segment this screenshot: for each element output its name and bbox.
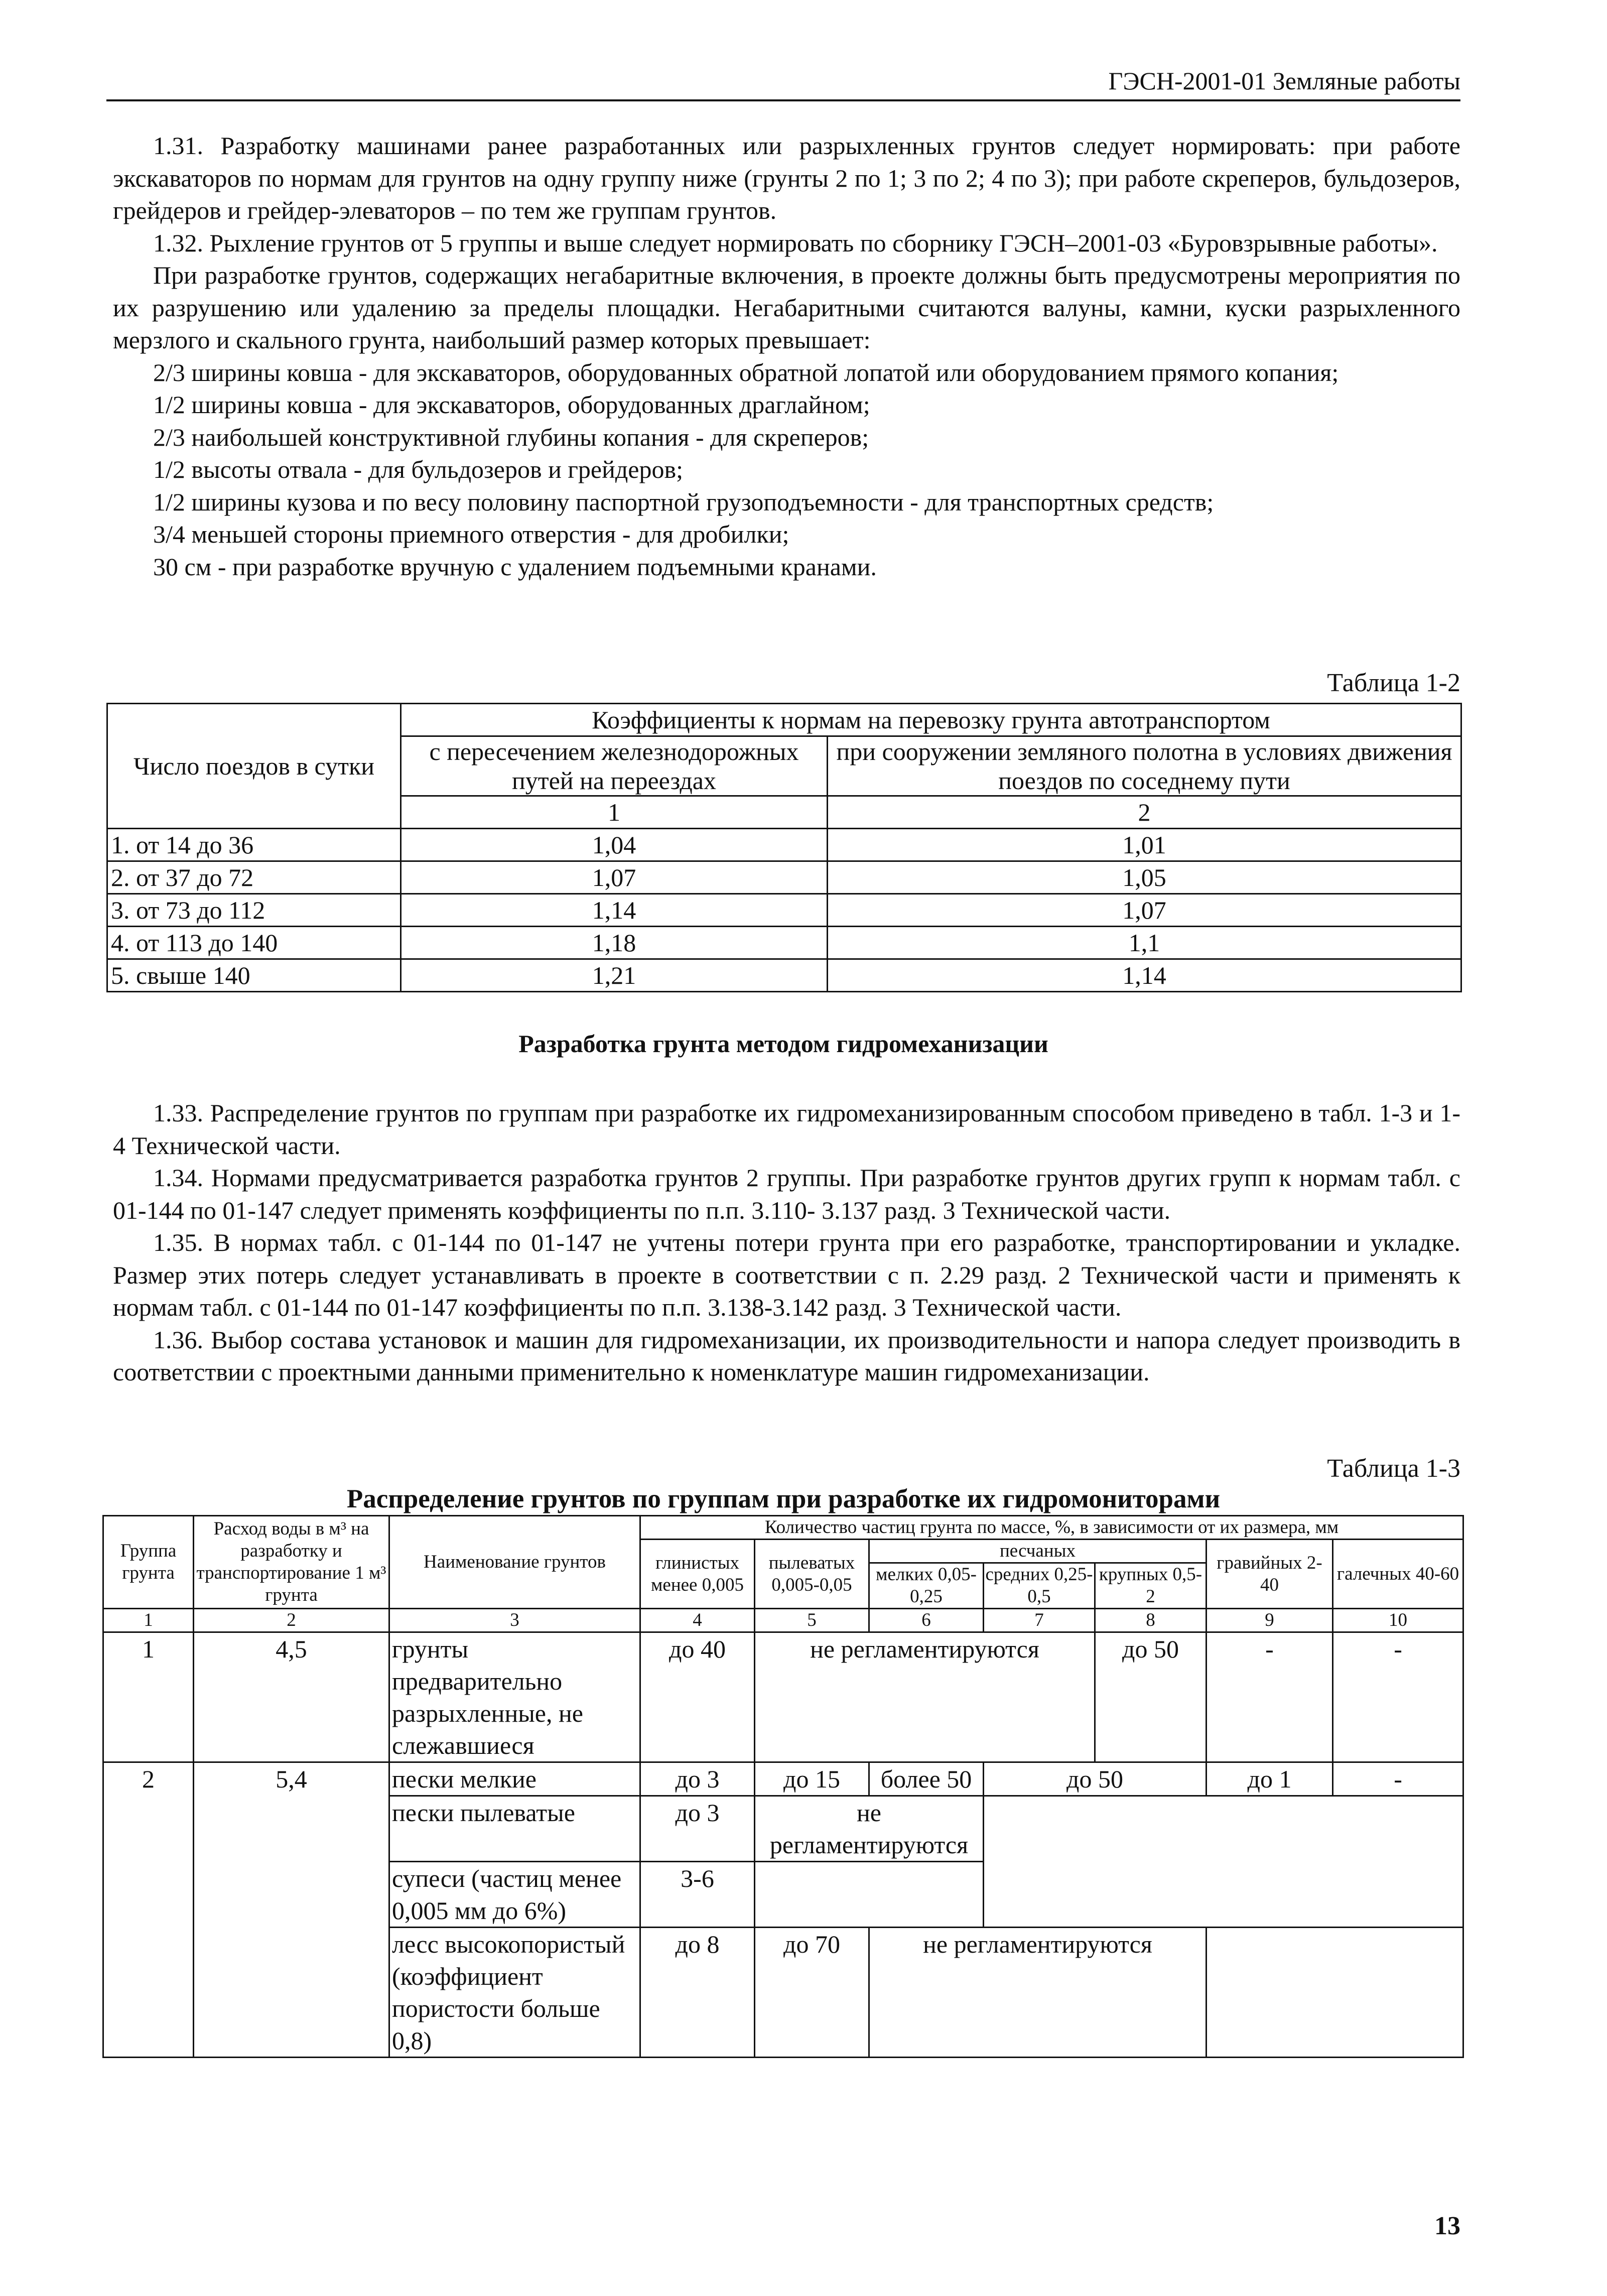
cell-group: 2 [103,1762,194,2058]
cell-empty [1207,1928,1463,2058]
cell-not-regulated: не регламентируются [869,1928,1207,2058]
col-number: 8 [1095,1609,1207,1632]
header-gravel: гравийных 2-40 [1207,1540,1333,1609]
header-clay: глинистых менее 0,005 [640,1540,755,1609]
paragraph: 2/3 наибольшей конструктивной глубины копания - для скреперов; [153,423,869,451]
header-title: ГЭСН-2001-01 Земляные работы [1108,67,1460,95]
cell-value: 1,07 [828,894,1461,927]
cell-medium-coarse: до 50 [984,1762,1207,1796]
col-number: 7 [984,1609,1095,1632]
cell-soil-name: грунты предварительно разрыхленные, не слежавшиеся [389,1632,640,1762]
cell-pebble: - [1333,1632,1463,1762]
table-row [103,1762,1463,1796]
header-pebble: галечных 40-60 [1333,1540,1463,1609]
cell-value: 1,07 [401,861,828,894]
cell-water: 5,4 [194,1762,389,2058]
table-row [107,927,1461,959]
row-label: 2. от 37 до 72 [107,861,401,894]
cell-value: 1,14 [828,959,1461,992]
text-block-1 [113,130,1460,583]
col-number: 2 [828,796,1461,829]
cell-pebble: - [1333,1762,1463,1796]
paragraph: 1.36. Выбор состава установок и машин для гидромеханизации, их производительности и напора следует производить в соответствии с проектными данными применительно к номенклатуре машин гидромеханизации. [113,1325,1460,1386]
header-coarse-sand: крупных 0,5-2 [1095,1563,1207,1609]
cell-coarse: до 50 [1095,1632,1207,1762]
cell-value: 1,01 [828,829,1461,861]
cell-not-regulated: не регламентируются [755,1632,1095,1762]
paragraph: 1/2 ширины кузова и по весу половину паспортной грузоподъемности - для транспортных средств; [153,487,1214,516]
cell-soil-name: супеси (частиц менее 0,005 мм до 6%) [389,1862,640,1928]
text-block-2 [113,1097,1460,1388]
paragraph: 1.35. В нормах табл. с 01-144 по 01-147 не учтены потери грунта при его разработке, транспортировании и укладке. Размер этих потерь следует устанавливать в проекте в соответствии с п. 2.29 разд. 2 Технической части и применять к нормам табл. с 01-144 по 01-147 коэффициенты по п.п. 3.138-3.142 разд. 3 Технической части. [113,1228,1460,1321]
header-sand: песчаных [869,1540,1207,1563]
cell-clay: до 40 [640,1632,755,1762]
table3-title: Распределение грунтов по группам при разработке их гидромониторами [346,1484,1221,1513]
paragraph: При разработке грунтов, содержащих негабаритные включения, в проекте должны быть предусмотрены мероприятия по их разрушению или удалению за пределы площадки. Негабаритными считаются валуны, камни, куски разрыхленного мерзлого и скального грунта, наибольший размер которых превышает: [113,261,1460,354]
table-row [107,829,1461,861]
cell-value: 1,14 [401,894,828,927]
table-row [107,959,1461,992]
cell-empty [755,1862,984,1928]
table2-caption: Таблица 1-2 [1327,669,1460,697]
cell-clay: 3-6 [640,1862,755,1928]
col-header-trains: Число поездов в сутки [107,704,401,829]
header-medium-sand: средних 0,25-0,5 [984,1563,1095,1609]
page-header [106,65,1460,101]
paragraph: 2/3 ширины ковша - для экскаваторов, оборудованных обратной лопатой или оборудованием прямого копания; [153,358,1339,387]
row-label: 3. от 73 до 112 [107,894,401,927]
header-particles: Количество частиц грунта по массе, %, в зависимости от их размера, мм [640,1516,1463,1540]
cell-value: 1,04 [401,829,828,861]
paragraph: 1/2 высоты отвала - для бульдозеров и грейдеров; [153,455,683,483]
row-label: 1. от 14 до 36 [107,829,401,861]
cell-clay: до 8 [640,1928,755,2058]
row-label: 4. от 113 до 140 [107,927,401,959]
header-silt: пылеватых 0,005-0,05 [755,1540,869,1609]
page-number: 13 [1434,2212,1460,2240]
col-number: 2 [194,1609,389,1632]
header-group: Группа грунта [103,1516,194,1609]
col-number: 3 [389,1609,640,1632]
header-soil-name: Наименование грунтов [389,1516,640,1609]
table-row [107,861,1461,894]
cell-soil-name: пески мелкие [389,1762,640,1796]
col-number: 6 [869,1609,984,1632]
paragraph: 1.34. Нормами предусматривается разработка грунтов 2 группы. При разработке грунтов других групп к нормам табл. с 01-144 по 01-147 следует применять коэффициенты по п.п. 3.110- 3.137 разд. 3 Технической части. [113,1164,1460,1224]
paragraph: 1.33. Распределение грунтов по группам при разработке их гидромеханизированным способом приведено в табл. 1-3 и 1-4 Технической части. [113,1099,1460,1160]
table-row [107,894,1461,927]
cell-clay: до 3 [640,1796,755,1862]
col-header-1: с пересечением железнодорожных путей на переездах [401,736,828,796]
col-number: 1 [401,796,828,829]
cell-soil-name: лесс высокопористый (коэффициент пористости больше 0,8) [389,1928,640,2058]
col-number: 4 [640,1609,755,1632]
cell-value: 1,05 [828,861,1461,894]
col-number: 1 [103,1609,194,1632]
table3-caption: Таблица 1-3 [1327,1454,1460,1483]
paragraph: 1.32. Рыхление грунтов от 5 группы и выше следует нормировать по сборнику ГЭСН–2001-03 «Буровзрывные работы». [153,228,1438,257]
cell-value: 1,18 [401,927,828,959]
paragraph: 1.31. Разработку машинами ранее разработанных или разрыхленных грунтов следует нормировать: при работе экскаваторов по нормам для грунтов на одну группу ниже (грунты 2 по 1; 3 по 2; 4 по 3); при работе скреперов, бульдозеров, грейдеров и грейдер-элеваторов – по тем же группам грунтов. [113,132,1460,224]
cell-not-regulated: не регламентируются [755,1796,984,1862]
cell-value: 1,1 [828,927,1461,959]
col-header-2: при сооружении земляного полотна в условиях движения поездов по соседнему пути [828,736,1461,796]
col-group-header: Коэффициенты к нормам на перевозку грунта автотранспортом [401,704,1461,736]
row-label: 5. свыше 140 [107,959,401,992]
paragraph: 3/4 меньшей стороны приемного отверстия - для дробилки; [153,520,789,548]
header-water: Расход воды в м³ на разработку и транспортирование 1 м³ грунта [194,1516,389,1609]
cell-soil-name: пески пылеватые [389,1796,640,1862]
col-number: 10 [1333,1609,1463,1632]
cell-gravel: - [1207,1632,1333,1762]
cell-value: 1,21 [401,959,828,992]
coefficients-table [106,703,1462,992]
paragraph: 30 см - при разработке вручную с удалением подъемными кранами. [153,552,877,581]
col-number: 5 [755,1609,869,1632]
cell-silt: до 15 [755,1762,869,1796]
soil-groups-table [102,1515,1464,2058]
col-number: 9 [1207,1609,1333,1632]
cell-clay: до 3 [640,1762,755,1796]
section-title: Разработка грунта методом гидромеханизации [518,1030,1048,1058]
paragraph: 1/2 ширины ковша - для экскаваторов, оборудованных драглайном; [153,391,870,419]
cell-empty [984,1796,1463,1928]
table-row [103,1632,1463,1762]
cell-silt: до 70 [755,1928,869,2058]
cell-water: 4,5 [194,1632,389,1762]
cell-group: 1 [103,1632,194,1762]
cell-fine: более 50 [869,1762,984,1796]
header-fine-sand: мелких 0,05-0,25 [869,1563,984,1609]
cell-gravel: до 1 [1207,1762,1333,1796]
